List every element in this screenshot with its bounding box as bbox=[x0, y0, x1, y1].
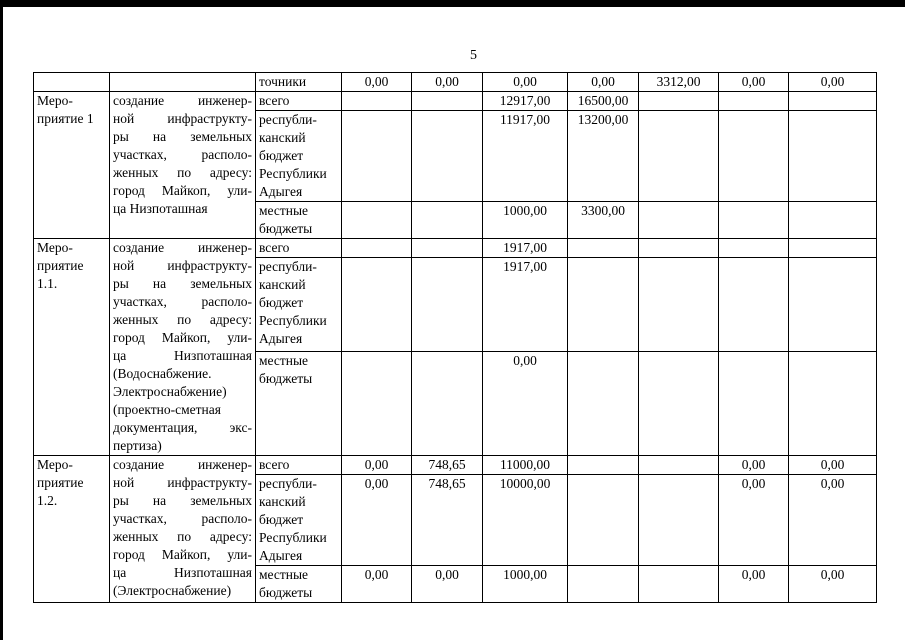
source-republic bbox=[256, 475, 342, 566]
value-cell bbox=[789, 92, 877, 111]
value-cell bbox=[342, 239, 412, 258]
value-cell: 0,00 bbox=[483, 73, 568, 92]
value-cell bbox=[719, 202, 789, 239]
source-republic-line: бюджет bbox=[259, 512, 304, 527]
source-local bbox=[256, 351, 342, 455]
value-cell: 0,00 bbox=[412, 73, 483, 92]
event-description-line: женных по адресу: bbox=[113, 529, 252, 544]
value-cell: 0,00 bbox=[789, 475, 877, 566]
source-local-line: бюджеты bbox=[259, 221, 313, 236]
budget-table bbox=[33, 72, 877, 603]
event-description-line: ры на земельных bbox=[113, 129, 252, 144]
value-cell: 748,65 bbox=[412, 456, 483, 475]
source-cell: точники bbox=[256, 73, 342, 92]
event-description-line: ры на земельных bbox=[113, 493, 252, 508]
event-description-line: участках, располо- bbox=[113, 511, 252, 526]
event-description-line: ца Низпоташная bbox=[113, 565, 252, 580]
value-cell bbox=[789, 258, 877, 351]
value-cell: 1000,00 bbox=[483, 566, 568, 603]
source-republic-line: республи- bbox=[259, 259, 317, 275]
event-label-line: 1.2. bbox=[37, 493, 58, 508]
source-republic-line: республи- bbox=[259, 112, 317, 127]
value-cell bbox=[639, 239, 719, 258]
event-description-line: ца Низпоташная bbox=[113, 348, 252, 363]
source-local bbox=[256, 566, 342, 603]
value-cell bbox=[342, 111, 412, 202]
value-cell bbox=[342, 202, 412, 239]
event-description-line: документация, экс- bbox=[113, 420, 252, 435]
value-cell: 0,00 bbox=[719, 475, 789, 566]
event-description-line: ной инфраструкту- bbox=[113, 475, 252, 490]
source-republic-line: Республики bbox=[259, 166, 327, 181]
event-description-line: (Электроснабжение) bbox=[113, 583, 232, 598]
source-republic-line: Адыгея bbox=[259, 331, 303, 347]
value-cell: 3300,00 bbox=[568, 202, 639, 239]
value-cell bbox=[412, 202, 483, 239]
value-cell: 0,00 bbox=[342, 73, 412, 92]
source-republic-line: канский bbox=[259, 277, 306, 293]
source-local-line: местные bbox=[259, 203, 309, 218]
source-local-line: бюджеты bbox=[259, 370, 313, 386]
value-cell: 0,00 bbox=[568, 73, 639, 92]
value-cell bbox=[719, 258, 789, 351]
value-cell bbox=[789, 351, 877, 455]
value-cell: 12917,00 bbox=[483, 92, 568, 111]
value-cell bbox=[568, 566, 639, 603]
value-cell bbox=[412, 351, 483, 455]
source-republic-line: бюджет bbox=[259, 295, 304, 311]
value-cell bbox=[789, 202, 877, 239]
event-description-line: (Водоснабжение. bbox=[113, 366, 212, 381]
event-label bbox=[34, 456, 110, 603]
value-cell: 16500,00 bbox=[568, 92, 639, 111]
value-cell bbox=[719, 239, 789, 258]
event-description-line: город Майкоп, ули- bbox=[113, 330, 252, 345]
event-label-line: Меро- bbox=[37, 457, 73, 472]
table-row bbox=[34, 456, 877, 475]
event-description-line: ной инфраструкту- bbox=[113, 111, 252, 126]
event-description-line: женных по адресу: bbox=[113, 312, 252, 327]
value-cell bbox=[568, 475, 639, 566]
event-label-line: приятие bbox=[37, 475, 84, 490]
value-cell bbox=[342, 351, 412, 455]
event-cell bbox=[34, 73, 110, 92]
value-cell: 0,00 bbox=[789, 566, 877, 603]
event-label-line: приятие 1 bbox=[37, 111, 94, 126]
event-description-line: ной инфраструкту- bbox=[113, 258, 252, 273]
value-cell: 0,00 bbox=[719, 73, 789, 92]
value-cell: 11000,00 bbox=[483, 456, 568, 475]
value-cell bbox=[412, 239, 483, 258]
table-row bbox=[34, 239, 877, 258]
source-republic bbox=[256, 258, 342, 351]
source-republic bbox=[256, 111, 342, 202]
value-cell bbox=[342, 258, 412, 351]
value-cell bbox=[639, 475, 719, 566]
value-cell bbox=[412, 111, 483, 202]
event-description bbox=[110, 239, 256, 456]
value-cell: 0,00 bbox=[342, 566, 412, 603]
value-cell: 0,00 bbox=[483, 351, 568, 455]
value-cell bbox=[639, 566, 719, 603]
source-local-line: местные bbox=[259, 352, 309, 368]
value-cell: 1000,00 bbox=[483, 202, 568, 239]
value-cell bbox=[719, 92, 789, 111]
value-cell: 1917,00 bbox=[483, 239, 568, 258]
event-description bbox=[110, 456, 256, 603]
value-cell bbox=[412, 258, 483, 351]
value-cell bbox=[789, 111, 877, 202]
event-label-line: Меро- bbox=[37, 240, 73, 255]
source-republic-line: Республики bbox=[259, 530, 327, 545]
value-cell: 0,00 bbox=[789, 456, 877, 475]
source-republic-line: бюджет bbox=[259, 148, 304, 163]
source-republic-line: Республики bbox=[259, 313, 327, 329]
source-republic-line: республи- bbox=[259, 476, 317, 491]
source-local-line: местные bbox=[259, 567, 309, 582]
value-cell: 1917,00 bbox=[483, 258, 568, 351]
value-cell: 0,00 bbox=[719, 456, 789, 475]
value-cell bbox=[639, 351, 719, 455]
page-number: 5 bbox=[470, 48, 477, 63]
value-cell: 0,00 bbox=[719, 566, 789, 603]
scan-top-border bbox=[0, 0, 905, 7]
value-cell bbox=[639, 111, 719, 202]
value-cell bbox=[789, 239, 877, 258]
table-row bbox=[34, 73, 877, 92]
value-cell bbox=[639, 92, 719, 111]
value-cell bbox=[568, 239, 639, 258]
event-description-line: женных по адресу: bbox=[113, 165, 252, 180]
event-description bbox=[110, 92, 256, 239]
event-description-line: пертиза) bbox=[113, 438, 162, 453]
value-cell bbox=[412, 92, 483, 111]
value-cell bbox=[639, 202, 719, 239]
event-description-line: город Майкоп, ули- bbox=[113, 547, 252, 562]
value-cell: 0,00 bbox=[342, 456, 412, 475]
event-description-line: участках, располо- bbox=[113, 294, 252, 309]
value-cell bbox=[568, 351, 639, 455]
source-local bbox=[256, 202, 342, 239]
value-cell bbox=[639, 258, 719, 351]
value-cell bbox=[639, 456, 719, 475]
event-description-line: создание инженер- bbox=[113, 457, 252, 472]
event-description-line: (проектно-сметная bbox=[113, 402, 221, 417]
event-label-line: приятие bbox=[37, 258, 84, 273]
event-label bbox=[34, 239, 110, 456]
source-republic-line: канский bbox=[259, 494, 306, 509]
source-republic-line: Адыгея bbox=[259, 548, 303, 563]
value-cell: 3312,00 bbox=[639, 73, 719, 92]
value-cell bbox=[568, 456, 639, 475]
description-cell bbox=[110, 73, 256, 92]
event-label-line: Меро- bbox=[37, 93, 73, 108]
event-description-line: ры на земельных bbox=[113, 276, 252, 291]
value-cell: 0,00 bbox=[789, 73, 877, 92]
source-local-line: бюджеты bbox=[259, 585, 313, 600]
event-description-line: создание инженер- bbox=[113, 240, 252, 255]
table-row bbox=[34, 92, 877, 111]
source-republic-line: Адыгея bbox=[259, 184, 303, 199]
scan-left-border bbox=[0, 0, 3, 640]
value-cell: 13200,00 bbox=[568, 111, 639, 202]
event-description-line: участках, располо- bbox=[113, 147, 252, 162]
event-description-line: город Майкоп, ули- bbox=[113, 183, 252, 198]
event-description-line: ца Низпоташная bbox=[113, 201, 208, 216]
event-description-line: создание инженер- bbox=[113, 93, 252, 108]
value-cell: 10000,00 bbox=[483, 475, 568, 566]
event-label bbox=[34, 92, 110, 239]
budget-table-body bbox=[34, 73, 877, 603]
value-cell bbox=[342, 92, 412, 111]
value-cell bbox=[568, 258, 639, 351]
value-cell bbox=[719, 111, 789, 202]
event-description-line: Электроснабжение) bbox=[113, 384, 227, 399]
value-cell: 0,00 bbox=[412, 566, 483, 603]
value-cell: 11917,00 bbox=[483, 111, 568, 202]
source-total: всего bbox=[256, 239, 342, 258]
event-label-line: 1.1. bbox=[37, 276, 58, 291]
source-republic-line: канский bbox=[259, 130, 306, 145]
value-cell: 0,00 bbox=[342, 475, 412, 566]
value-cell bbox=[719, 351, 789, 455]
value-cell: 748,65 bbox=[412, 475, 483, 566]
source-total: всего bbox=[256, 456, 342, 475]
source-total: всего bbox=[256, 92, 342, 111]
